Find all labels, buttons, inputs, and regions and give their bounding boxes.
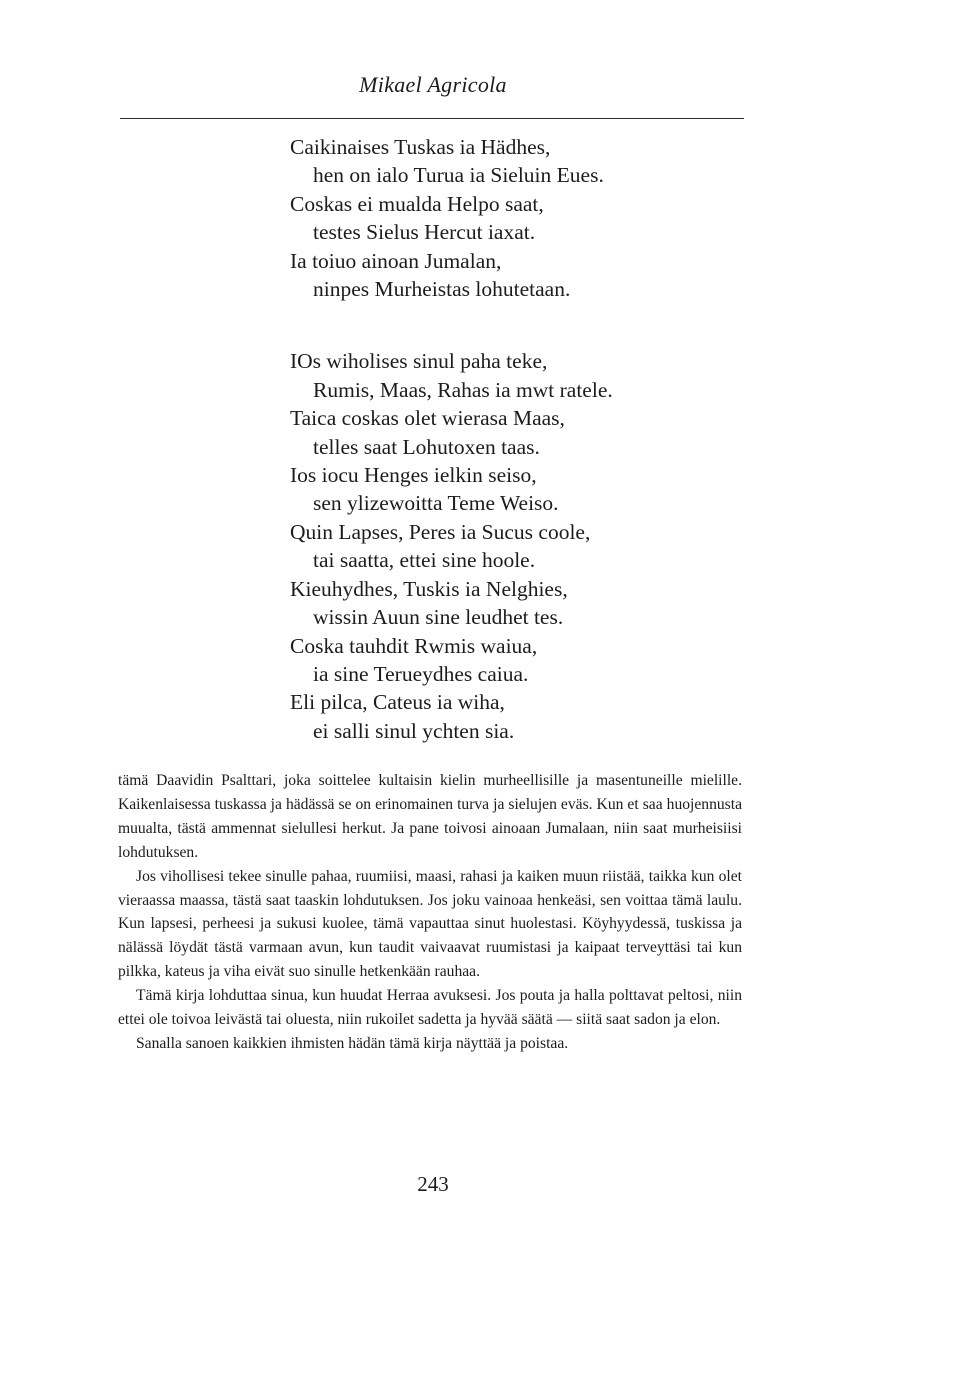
poem-line: Taica coskas olet wierasa Maas,	[290, 406, 565, 431]
poem-line: Ios iocu Henges ielkin seiso,	[290, 463, 537, 488]
poem-line: telles saat Lohutoxen taas.	[313, 434, 540, 459]
poem-stanza-2	[290, 347, 750, 745]
poem-line: Caikinaises Tuskas ia Hädhes,	[290, 135, 551, 159]
poem-line: Coskas ei mualda Helpo saat,	[290, 191, 544, 216]
prose-paragraph: Sanalla sanoen kaikkien ihmisten hädän tämä kirja näyttää ja poistaa.	[136, 1034, 569, 1052]
poem-line: Quin Lapses, Peres ia Sucus coole,	[290, 519, 591, 544]
prose-paragraph: tämä Daavidin Psalttari, joka soittelee kultaisin kielin murheellisille ja masentuneille mielille. Kaikenlaisessa tuskassa ja hädässä se on erinomainen turva ja sielujen eväs. Kun et saa huojennusta muualta, tästä ammennat sielullesi herkut. Ja pane toivosi ainoaan Jumalaan, niin saat murheisiisi lohdutuksen.	[118, 772, 742, 861]
poem-line: Rumis, Maas, Rahas ia mwt ratele.	[313, 377, 613, 402]
running-head: Mikael Agricola	[359, 72, 507, 97]
poem-line: hen on ialo Turua ia Sieluin Eues.	[313, 163, 604, 188]
poem-line: Eli pilca, Cateus ia wiha,	[290, 690, 505, 715]
poem-line: IOs wiholises sinul paha teke,	[290, 349, 548, 374]
poem-line: ei salli sinul ychten sia.	[313, 718, 515, 743]
poem-line: Ia toiuo ainoan Jumalan,	[290, 248, 502, 273]
prose-paragraph: Tämä kirja lohduttaa sinua, kun huudat Herraa avuksesi. Jos pouta ja halla polttavat peltosi, niin ettei ole toivoa leivästä tai oluesta, niin rukoilet sadetta ja hyvää säätä — siitä saat sadon ja elon.	[118, 987, 742, 1029]
header-rule	[120, 118, 744, 119]
page-number: 243	[417, 1172, 449, 1196]
poem-line: sen ylizewoitta Teme Weiso.	[313, 491, 559, 516]
stanza-gap	[290, 303, 750, 347]
poem-line: Coska tauhdit Rwmis waiua,	[290, 633, 538, 658]
poem-line: ninpes Murheistas lohutetaan.	[313, 277, 571, 302]
poem-line: testes Sielus Hercut iaxat.	[313, 220, 536, 245]
poem-line: ia sine Terueydhes caiua.	[313, 661, 529, 686]
poem-line: wissin Auun sine leudhet tes.	[313, 605, 564, 630]
poem-line: Kieuhydhes, Tuskis ia Nelghies,	[290, 576, 568, 601]
translation-text	[118, 769, 742, 1056]
poem-stanza-1	[290, 133, 750, 303]
poem	[290, 133, 750, 745]
poem-line: tai saatta, ettei sine hoole.	[313, 548, 536, 573]
prose-paragraph: Jos vihollisesi tekee sinulle pahaa, ruumiisi, maasi, rahasi ja kaiken muun riistää, taikka kun olet vieraassa maassa, tästä saat taaskin lohdutuksen. Jos joku vainoaa henkeäsi, sen voittaa tämä laulu. Kun lapsesi, perheesi ja sukusi kuolee, tämä vapauttaa sinut huolestasi. Köyhyydessä, tuskissa ja nälässä löydät tästä varmaan avun, kun taudit vaivaavat ruumistasi ja kaipaat terveyttäsi tai kun pilkka, kateus ja viha eivät suo sinulle hetkenkään rauhaa.	[118, 867, 742, 981]
